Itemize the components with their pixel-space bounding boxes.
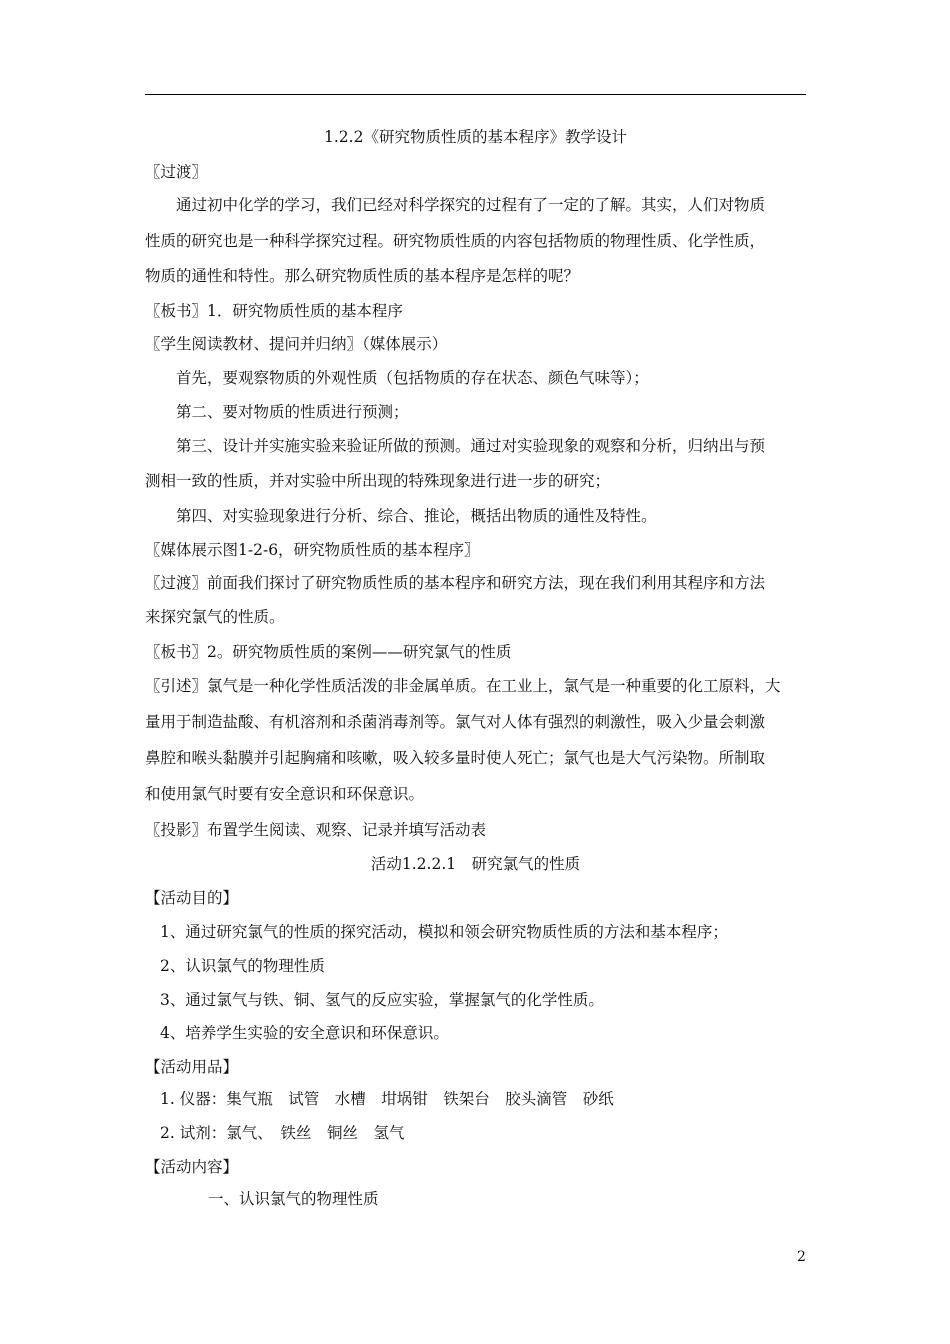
text-line: 〖引述〗氯气是一种化学性质活泼的非金属单质。在工业上，氯气是一种重要的化工原料，大 xyxy=(145,677,781,695)
text-line: 物质的通性和特性。那么研究物质性质的基本程序是怎样的呢？ xyxy=(145,267,580,285)
subsection-heading: 一、认识氯气的物理性质 xyxy=(208,1190,379,1208)
text-line: 第四、对实验现象进行分析、综合、推论，概括出物质的通性及特性。 xyxy=(176,507,657,525)
list-item: 4、培养学生实验的安全意识和环保意识。 xyxy=(160,1024,449,1042)
section-heading: 【活动内容】 xyxy=(145,1158,239,1176)
text-line: 量用于制造盐酸、有机溶剂和杀菌消毒剂等。氯气对人体有强烈的刺激性，吸入少量会刺激 xyxy=(145,713,766,731)
text-line: 第二、要对物质的性质进行预测； xyxy=(176,403,409,421)
text-line: 〖媒体展示图1-2-6，研究物质性质的基本程序〗 xyxy=(145,541,480,559)
list-item: 3、通过氯气与铁、铜、氢气的反应实验，掌握氯气的化学性质。 xyxy=(160,991,604,1009)
text-line: 性质的研究也是一种科学探究过程。研究物质性质的内容包括物质的物理性质、化学性质， xyxy=(145,232,766,250)
list-item: 1. 仪器：集气瓶 试管 水槽 坩埚钳 铁架台 胶头滴管 砂纸 xyxy=(160,1090,614,1108)
text-line: 鼻腔和喉头黏膜并引起胸痛和咳嗽，吸入较多量时使人死亡；氯气也是大气污染物。所制取 xyxy=(145,749,766,767)
text-line: 首先，要观察物质的外观性质（包括物质的存在状态、颜色气味等）； xyxy=(176,369,649,387)
text-line: 〖板书〗1．研究物质性质的基本程序 xyxy=(145,302,403,320)
text-line: 和使用氯气时要有安全意识和环保意识。 xyxy=(145,785,425,803)
text-line: 测相一致的性质，并对实验中所出现的特殊现象进行进一步的研究； xyxy=(145,472,611,490)
page-title: 1.2.2《研究物质性质的基本程序》教学设计 xyxy=(324,128,627,146)
text-line: 〖过渡〗 xyxy=(145,163,208,181)
text-line: 来探究氯气的性质。 xyxy=(145,608,285,626)
list-item: 1、通过研究氯气的性质的探究活动，模拟和领会研究物质性质的方法和基本程序； xyxy=(160,923,728,941)
list-item: 2、认识氯气的物理性质 xyxy=(160,957,325,975)
text-line: 第三、设计并实施实验来验证所做的预测。通过对实验现象的观察和分析，归纳出与预 xyxy=(176,437,766,455)
section-heading: 【活动用品】 xyxy=(145,1058,239,1076)
header-rule xyxy=(145,94,806,95)
page-number: 2 xyxy=(797,1249,806,1265)
activity-title: 活动1.2.2.1 研究氯气的性质 xyxy=(370,855,581,873)
list-item: 2. 试剂：氯气、 铁丝 铜丝 氢气 xyxy=(160,1124,405,1142)
text-line: 〖过渡〗前面我们探讨了研究物质性质的基本程序和研究方法，现在我们利用其程序和方法 xyxy=(145,574,766,592)
section-heading: 【活动目的】 xyxy=(145,889,239,907)
text-line: 〖板书〗2。研究物质性质的案例——研究氯气的性质 xyxy=(145,643,512,661)
text-line: 〖投影〗布置学生阅读、观察、记录并填写活动表 xyxy=(145,821,487,839)
text-line: 〖学生阅读教材、提问并归纳〗（媒体展示） xyxy=(145,335,448,353)
text-line: 通过初中化学的学习，我们已经对科学探究的过程有了一定的了解。其实，人们对物质 xyxy=(176,196,766,214)
